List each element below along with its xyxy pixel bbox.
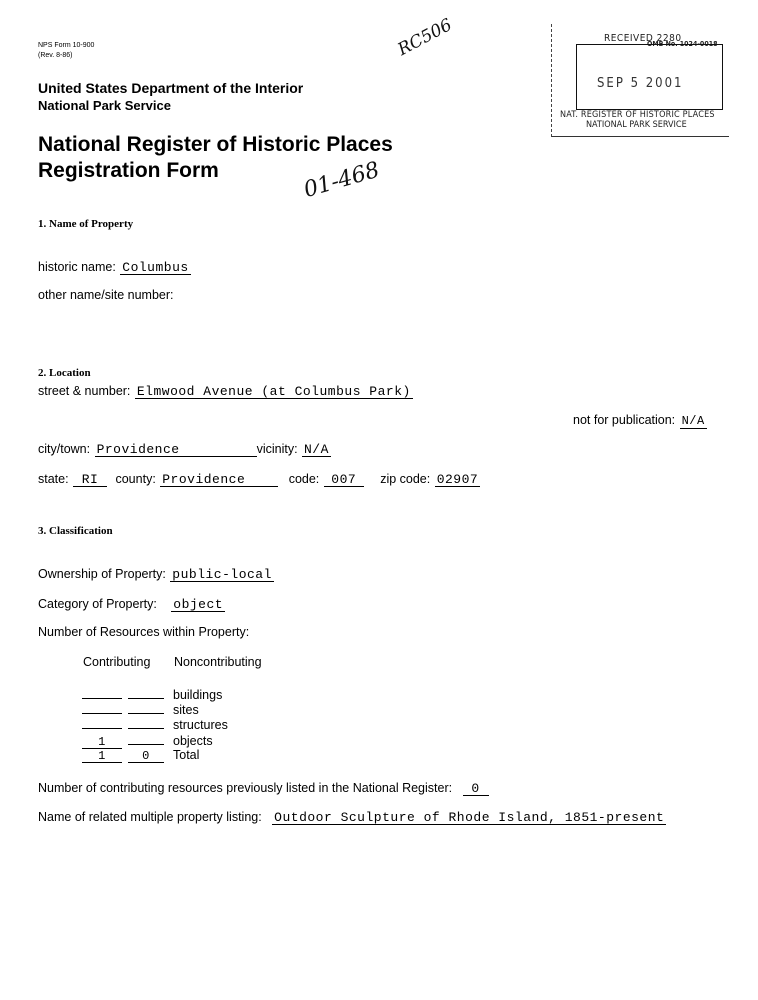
ownership-value: public-local: [172, 567, 272, 582]
stamp-line2: NATIONAL PARK SERVICE: [586, 120, 687, 130]
vicinity-value: N/A: [304, 442, 329, 457]
form-title-line1: National Register of Historic Places: [38, 133, 393, 156]
county-label: county:: [115, 472, 156, 486]
not-for-publication-value: N/A: [681, 414, 705, 428]
street-field: [38, 382, 413, 400]
historic-name-label: historic name:: [38, 260, 116, 274]
resource-row: [82, 748, 199, 763]
contributing-count: [82, 716, 122, 729]
resources-label: Number of Resources within Property:: [38, 625, 250, 639]
city-field: [38, 440, 331, 458]
county-value: Providence: [160, 473, 278, 487]
noncontributing-count: [128, 701, 164, 714]
resource-type-label: buildings: [173, 688, 223, 702]
other-name-label: other name/site number:: [38, 288, 174, 302]
code-value: 007: [324, 473, 364, 487]
form-title-line2: Registration Form: [38, 159, 219, 182]
resource-row: [82, 701, 199, 717]
previously-listed-field: [38, 779, 489, 797]
category-value: object: [173, 597, 224, 612]
stamp-line1: NAT. REGISTER OF HISTORIC PLACES: [560, 110, 715, 120]
ownership-field: [38, 565, 274, 583]
section3-heading: 3. Classification: [38, 525, 113, 537]
city-value: Providence: [95, 443, 257, 457]
historic-name-value: Columbus: [122, 260, 189, 275]
omb-number: OMB No. 1024-0018: [647, 40, 718, 48]
handwritten-ref-number: 01-468: [301, 157, 383, 203]
not-for-publication-field: [573, 411, 707, 429]
resource-row: [82, 686, 222, 702]
col-contributing-header: Contributing: [83, 655, 151, 669]
not-for-publication-label: not for publication:: [573, 413, 676, 427]
resource-row: [82, 732, 213, 749]
zip-value: 02907: [436, 472, 479, 487]
stamp-date: SEP 5 2001: [597, 76, 684, 91]
contributing-count: 1: [82, 750, 122, 763]
department-name: United States Department of the Interior: [38, 80, 304, 96]
col-noncontributing-header: Noncontributing: [174, 655, 262, 669]
resource-type-label: sites: [173, 703, 199, 717]
resource-row: [82, 716, 228, 732]
contributing-count: [82, 701, 122, 714]
code-label: code:: [288, 472, 320, 486]
vicinity-label: vicinity:: [256, 442, 298, 456]
contributing-count: [82, 686, 122, 699]
multiple-listing-field: [38, 808, 666, 826]
section1-heading: 1. Name of Property: [38, 218, 134, 230]
state-label: state:: [38, 472, 69, 486]
multiple-listing-label: Name of related multiple property listing:: [38, 810, 262, 824]
ownership-label: Ownership of Property:: [38, 567, 166, 581]
previously-listed-value: 0: [463, 782, 489, 796]
category-field: [38, 595, 225, 613]
section2-heading: 2. Location: [38, 367, 91, 379]
state-county-field: [38, 470, 480, 488]
multiple-listing-value: Outdoor Sculpture of Rhode Island, 1851-present: [274, 810, 665, 825]
noncontributing-count: 0: [128, 750, 164, 763]
resource-type-label: structures: [173, 718, 228, 732]
category-label: Category of Property:: [38, 597, 157, 611]
street-label: street & number:: [38, 384, 131, 398]
noncontributing-count: [128, 686, 164, 699]
contributing-count: 1: [82, 736, 122, 749]
resource-type-label: objects: [173, 734, 213, 748]
state-value: RI: [73, 473, 107, 487]
stamp-received: RECEIVED 2280: [604, 33, 682, 44]
noncontributing-count: [128, 732, 164, 745]
handwritten-ref-code: RC506: [394, 14, 456, 61]
form-number: NPS Form 10-900: [38, 42, 95, 49]
service-name: National Park Service: [38, 98, 171, 113]
resource-type-label: Total: [173, 748, 200, 762]
city-label: city/town:: [38, 442, 91, 456]
noncontributing-count: [128, 716, 164, 729]
street-value: Elmwood Avenue (at Columbus Park): [136, 384, 411, 399]
zip-label: zip code:: [380, 472, 431, 486]
previously-listed-label: Number of contributing resources previously listed in the National Register:: [38, 781, 453, 795]
received-stamp: [551, 24, 729, 137]
form-revision: (Rev. 8-86): [38, 52, 73, 59]
historic-name-field: [38, 258, 191, 276]
